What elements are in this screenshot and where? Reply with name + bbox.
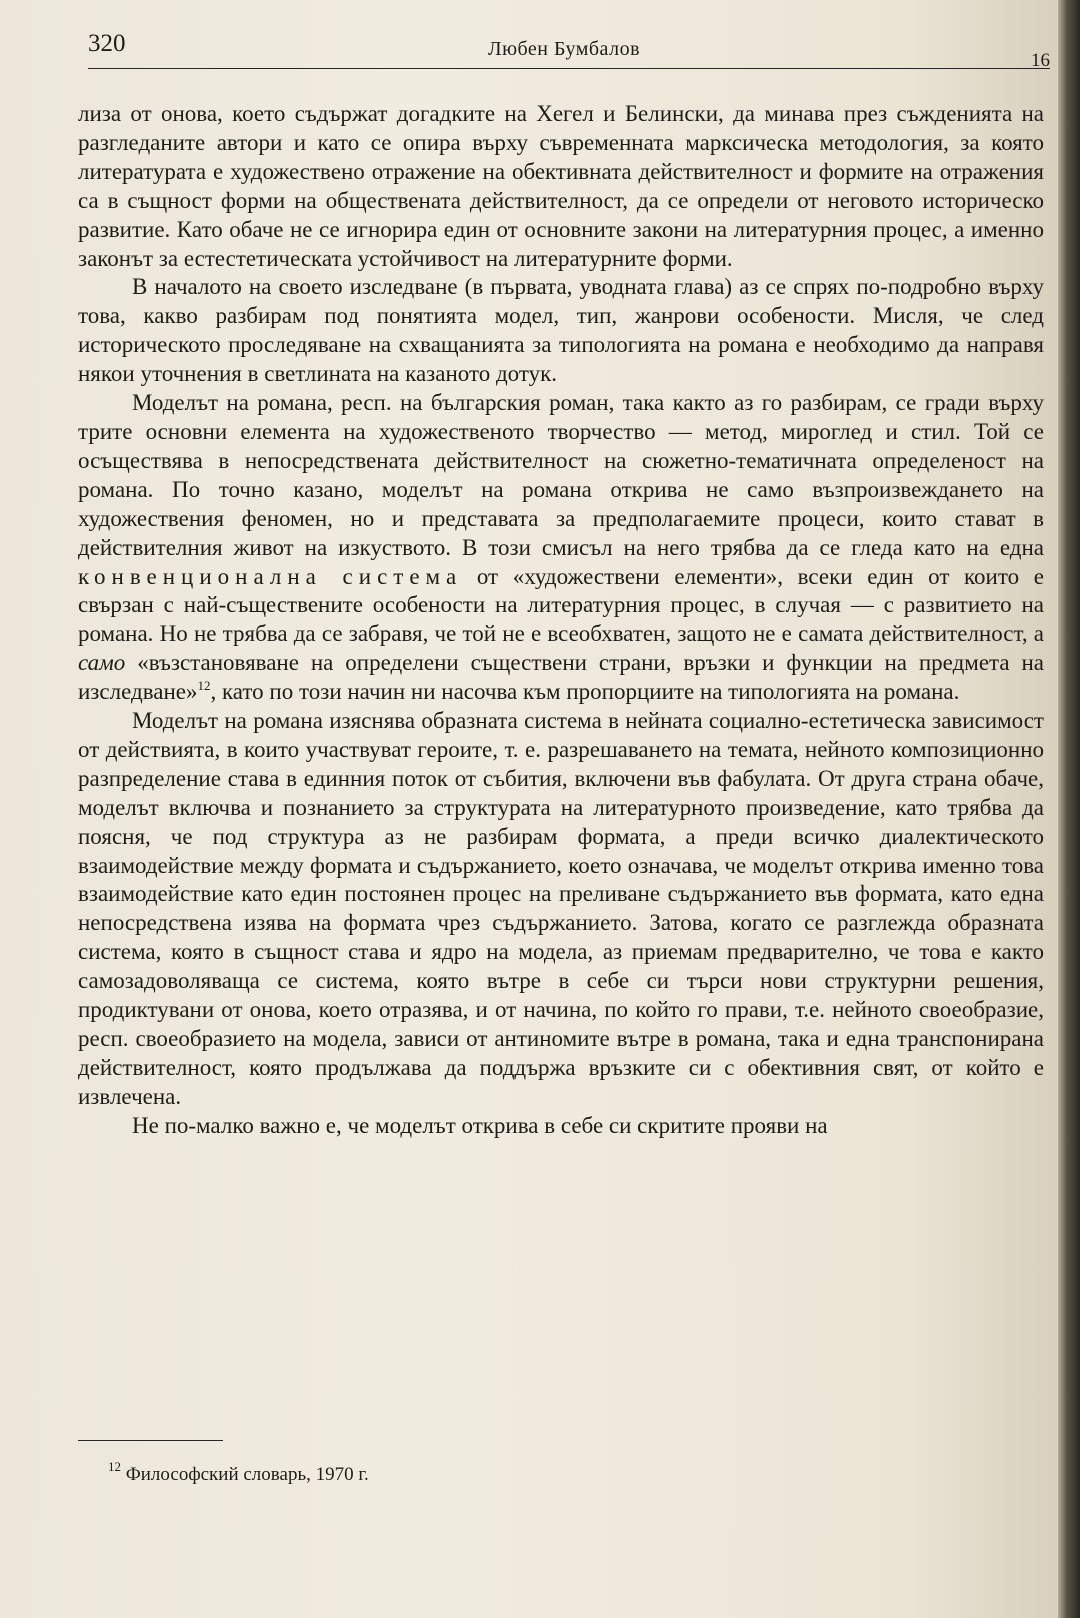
- footnote-rule: [78, 1440, 223, 1441]
- running-title: Любен Бумбалов: [488, 38, 641, 60]
- footnote-marker: 12: [108, 1459, 121, 1474]
- paragraph-3-part-d: , като по този начин ни насочва към пропорциите на типологията на романа.: [210, 679, 960, 705]
- paragraph-5: Не по-малко важно е, че моделът открива в себе си скритите прояви на: [132, 1112, 828, 1138]
- paragraph-3: [78, 389, 1044, 707]
- paragraph-3-part-c: «възстановяване на определени съществени страни, връзки и функции на предмета на изследване»: [78, 650, 1044, 705]
- footnote-reference[interactable]: 12: [197, 678, 211, 694]
- header-rule: [88, 68, 1050, 69]
- main-text: [78, 100, 1044, 1141]
- italic-emphasis: само: [78, 650, 126, 676]
- paragraph-4: Моделът на романа изяснява образната система в нейната социално-естетическа зависимост от действията, в които участвуват героите, т. е. разрешаването на темата, нейното композиционно разпределение става в единния поток от събития, включени във фабулата. От друга страна обаче, моделът включва и познанието за структурата на литературното произведение, като трябва да поясня, че под структура аз не разбирам формата, а преди всичко диалектическото взаимодействие между формата и съдържанието, което означава, че моделът открива именно това взаимодействие като един постоянен процес на преливане съдържанието във формата, като една непосредствена изява на формата чрез съдържанието. Затова, когато се разглежда образната система, която в същност става и ядро на модела, аз приемам предварително, че това е както самозадоволяваща се система, която вътре в себе си търси нови структурни решения, продиктувани от онова, което отразява, и от начина, по който го прави, т.е. нейното своеобразие, респ. своеобразието на модела, зависи от антиномите вътре в романа, така и една транспонирана действителност, която продължава да поддържа връзките си с обективния свят, от който е извлечена.: [78, 708, 1044, 1109]
- paragraph-3-part-a: Моделът на романа, респ. на българския роман, така както аз го разбирам, се гради върху трите основни елемента на художественото творчество — метод, мироглед и стил. Той се осъществява в непосредствената действителност на сюжетно-тематичната определеност на романа. По точно казано, моделът на романа открива не само възпроизвеждането на художествения феномен, но и представата за предполагаемите процеси, които стават в действителния живот на изкуството. В този смисъл на него трябва да се гледа като на една: [78, 390, 1044, 560]
- edge-page-number: 16: [1031, 50, 1050, 71]
- page-binding-edge: [1058, 0, 1080, 1618]
- page-number: 320: [88, 30, 126, 57]
- paragraph-3-part-b: от «художествени елементи», всеки един от които е свързан с най-съществените особености на литературния процес, в случая — с развитието на романа. Но не трябва да се забравя, че той не е всеобхватен, защото не е самата действителност, а: [78, 563, 1044, 647]
- spaced-emphasis: конвенционална система: [78, 563, 463, 589]
- page-header: [88, 30, 1050, 70]
- footnote-text: Философский словарь, 1970 г.: [125, 1464, 369, 1485]
- footnote: [108, 1459, 369, 1486]
- paragraph-1: лиза от онова, което съдържат догадките на Хегел и Белински, да минава през съжденията на разгледаните автори и като се опира върху съвременната марксическа методология, за която литературата е художествено отражение на обективната действителност и формите на отражения са в същност форми на обществената действителност, да се определи от неговото историческо развитие. Като обаче не се игнорира един от основните закони на литературния процес, а именно законът за естестетическата устойчивост на литературните форми.: [78, 101, 1044, 271]
- paragraph-2: В началото на своето изследване (в първата, уводната глава) аз се спрях по-подробно върху това, какво разбирам под понятията модел, тип, жанрови особености. Мисля, че след историческото проследяване на схващанията за типологията на романа е необходимо да направя някои уточнения в светлината на казаното дотук.: [78, 274, 1044, 387]
